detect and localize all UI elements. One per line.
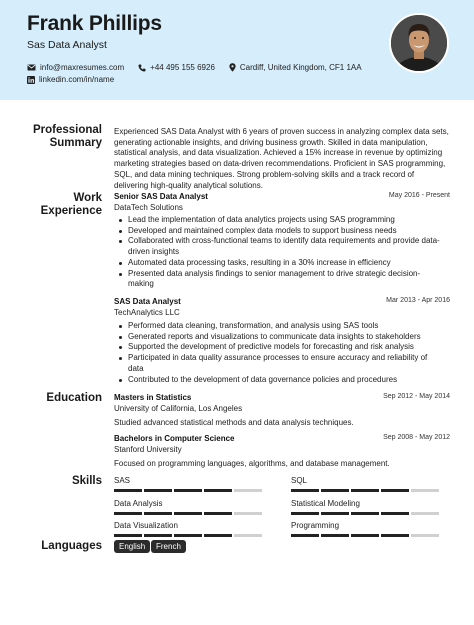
linkedin-item[interactable]: [27, 75, 114, 84]
bullet-item: Presented data analysis findings to senior management to drive strategic decision-making: [114, 269, 444, 290]
bullet-item: Contributed to the development of data governance policies and procedures: [114, 375, 444, 386]
skill-level-bar: [114, 512, 262, 515]
skill-name: SAS: [114, 476, 131, 485]
skill-level-segment: [291, 534, 319, 537]
profile-photo: [389, 13, 449, 73]
skill-level-segment: [411, 489, 439, 492]
experience-title-line1: Work: [73, 192, 102, 204]
skill-level-segment: [204, 489, 232, 492]
school-name: University of California, Los Angeles: [114, 404, 243, 413]
skill-level-segment: [234, 512, 262, 515]
education-description: Studied advanced statistical methods and data analysis techniques.: [114, 418, 354, 427]
languages-section-title: Languages: [41, 540, 102, 552]
degree-title: Masters in Statistics: [114, 393, 192, 402]
bullet-item: Automated data processing tasks, resulting in a 30% increase in efficiency: [114, 258, 444, 269]
summary-title-line2: Summary: [49, 137, 102, 149]
skill-level-segment: [144, 512, 172, 515]
degree-title: Bachelors in Computer Science: [114, 434, 235, 443]
job-title: SAS Data Analyst: [114, 297, 181, 306]
experience-title-line2: Experience: [40, 205, 102, 217]
bullet-item: Supported the development of predictive models for forecasting and risk analysis: [114, 342, 444, 353]
skill-level-segment: [321, 489, 349, 492]
skill-level-segment: [351, 489, 379, 492]
skill-level-bar: [291, 534, 439, 537]
bullet-item: Developed and maintained complex data models to support business needs: [114, 226, 444, 237]
location-pin-icon: [229, 63, 236, 72]
summary-title-line1: Professional: [32, 124, 102, 136]
skill-level-segment: [114, 534, 142, 537]
envelope-icon: [27, 64, 36, 71]
candidate-name: Frank Phillips: [27, 12, 162, 35]
skill-level-segment: [411, 512, 439, 515]
skill-name: Programming: [291, 521, 340, 530]
skill-level-segment: [174, 489, 202, 492]
skill-level-segment: [321, 512, 349, 515]
experience-section-title: [41, 192, 102, 218]
skill-level-segment: [174, 512, 202, 515]
skill-level-segment: [114, 512, 142, 515]
job-bullets: [114, 215, 444, 290]
education-date: Sep 2012 - May 2014: [383, 393, 450, 400]
job-bullets: [114, 321, 444, 385]
skill-name: SQL: [291, 476, 308, 485]
phone-text: +44 495 155 6926: [150, 63, 215, 72]
skill-name: Data Analysis: [114, 499, 163, 508]
school-name: Stanford University: [114, 445, 182, 454]
skill-level-segment: [321, 534, 349, 537]
bullet-item: Generated reports and visualizations to communicate data insights to stakeholders: [114, 332, 444, 343]
skill-level-segment: [144, 534, 172, 537]
email-text: info@maxresumes.com: [40, 63, 125, 72]
summary-text: Experienced SAS Data Analyst with 6 years of proven success in analyzing complex data sets, generating actionable insights, and driving business growth. Skilled in data manipulation, statistical analysis, and data visualization. Achieved a 15% increase in revenue by optimizing marketing strategies based on data-driven recommendations. Proficient in SAS programming, SQL, and data mining techniques. Strong problem-solving skills and a track record of delivering high-quality analytical solutions.: [114, 127, 449, 190]
email-item[interactable]: [27, 63, 124, 72]
language-badge: English: [114, 540, 150, 553]
skill-level-bar: [291, 512, 439, 515]
phone-icon: [138, 64, 146, 72]
job-date: Mar 2013 - Apr 2016: [386, 297, 450, 304]
skill-level-bar: [114, 534, 262, 537]
bullet-item: Collaborated with cross-functional teams to identify data requirements and provide data-driven insights: [114, 236, 444, 257]
skill-level-segment: [351, 534, 379, 537]
skill-level-segment: [114, 489, 142, 492]
skill-name: Data Visualization: [114, 521, 178, 530]
linkedin-text: linkedin.com/in/name: [39, 75, 115, 84]
skill-level-bar: [291, 489, 439, 492]
linkedin-row: [27, 75, 128, 84]
skill-level-segment: [234, 489, 262, 492]
skill-level-segment: [174, 534, 202, 537]
skill-level-segment: [411, 534, 439, 537]
skill-level-segment: [291, 489, 319, 492]
skill-level-bar: [114, 489, 262, 492]
skill-name: Statistical Modeling: [291, 499, 360, 508]
education-section-title: Education: [46, 392, 102, 404]
skill-level-segment: [144, 489, 172, 492]
company-name: DataTech Solutions: [114, 203, 183, 212]
job-date: May 2016 - Present: [388, 192, 450, 199]
resume-header: [0, 0, 474, 100]
skill-level-segment: [381, 512, 409, 515]
education-date: Sep 2008 - May 2012: [383, 434, 450, 441]
language-badge: French: [151, 540, 186, 553]
skill-level-segment: [351, 512, 379, 515]
company-name: TechAnalytics LLC: [114, 308, 180, 317]
skill-level-segment: [204, 512, 232, 515]
summary-section-title: [33, 124, 102, 150]
skill-level-segment: [291, 512, 319, 515]
candidate-title: Sas Data Analyst: [27, 39, 107, 51]
skills-section-title: Skills: [71, 475, 102, 487]
education-description: Focused on programming languages, algorithms, and database management.: [114, 459, 390, 468]
linkedin-icon: [27, 76, 35, 84]
bullet-item: Participated in data quality assurance processes to ensure accuracy and reliability of data: [114, 353, 444, 374]
bullet-item: Lead the implementation of data analytics projects using SAS programming: [114, 215, 444, 226]
contact-row: [27, 63, 376, 72]
bullet-item: Performed data cleaning, transformation, and analysis using SAS tools: [114, 321, 444, 332]
skill-level-segment: [234, 534, 262, 537]
phone-item[interactable]: [138, 63, 215, 72]
skill-level-segment: [381, 534, 409, 537]
location-text: Cardiff, United Kingdom, CF1 1AA: [239, 63, 362, 72]
skill-level-segment: [204, 534, 232, 537]
job-title: Senior SAS Data Analyst: [114, 192, 208, 201]
location-item: [229, 63, 362, 72]
skill-level-segment: [381, 489, 409, 492]
